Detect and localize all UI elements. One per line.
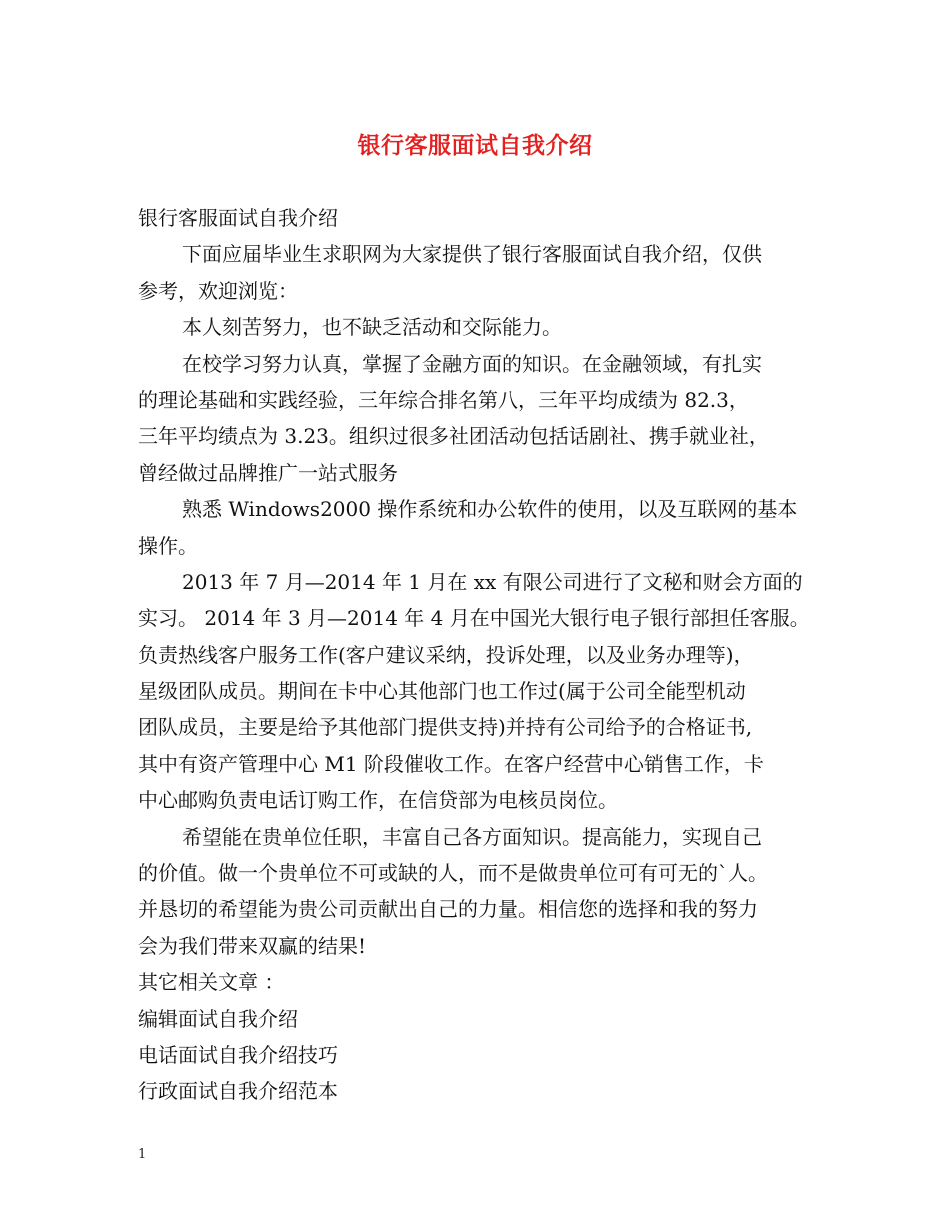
text-line: 操作。 [138,533,198,558]
text-line: 熟悉 Windows2000 操作系统和办公软件的使用，以及互联网的基本 [182,497,798,522]
text-line: 希望能在贵单位任职，丰富自己各方面知识。提高能力，实现自己 [182,824,762,849]
text-line: 在校学习努力认真，掌握了金融方面的知识。在金融领域，有扎实 [182,351,762,376]
text-line: 中心邮购负责电话订购工作，在信贷部为电核员岗位。 [138,788,618,813]
text-line: 电话面试自我介绍技巧 [138,1042,338,1067]
text-line: 的价值。做一个贵单位不可或缺的人，而不是做贵单位可有可无的`人。 [138,861,768,886]
document-title: 银行客服面试自我介绍 [357,132,593,159]
text-line: 并恳切的希望能为贵公司贡献出自己的力量。相信您的选择和我的努力 [138,897,758,922]
text-line: 星级团队成员。期间在卡中心其他部门也工作过(属于公司全能型机动 [138,679,746,704]
text-line: 的理论基础和实践经验，三年综合排名第八，三年平均成绩为 82.3， [138,387,749,412]
text-line: 团队成员，主要是给予其他部门提供支持)并持有公司给予的合格证书, [138,715,753,740]
text-line: 编辑面试自我介绍 [138,1006,298,1031]
text-line: 本人刻苦努力，也不缺乏活动和交际能力。 [182,315,562,340]
text-line: 会为我们带来双赢的结果! [138,933,367,958]
text-line: 其中有资产管理中心 M1 阶段催收工作。在客户经营中心销售工作，卡 [138,751,764,776]
text-line: 其它相关文章 ： [138,970,285,995]
text-line: 2013 年 7 月—2014 年 1 月在 xx 有限公司进行了文秘和财会方面的 [182,569,803,594]
text-line: 银行客服面试自我介绍 [138,206,338,230]
page-number: 1 [138,1147,147,1162]
text-line: 下面应届毕业生求职网为大家提供了银行客服面试自我介绍，仅供 [182,242,762,267]
text-line: 实习。 2014 年 3 月—2014 年 4 月在中国光大银行电子银行部担任客服。 [138,606,810,631]
text-line: 参考，欢迎浏览： [138,278,298,303]
document-body [138,200,822,1110]
text-line: 三年平均绩点为 3.23。组织过很多社团活动包括话剧社、携手就业社， [138,424,769,449]
text-line: 负责热线客户服务工作(客户建议采纳，投诉处理，以及业务办理等)， [138,642,754,667]
text-line: 行政面试自我介绍范本 [138,1079,338,1104]
text-line: 曾经做过品牌推广一站式服务 [138,460,398,485]
